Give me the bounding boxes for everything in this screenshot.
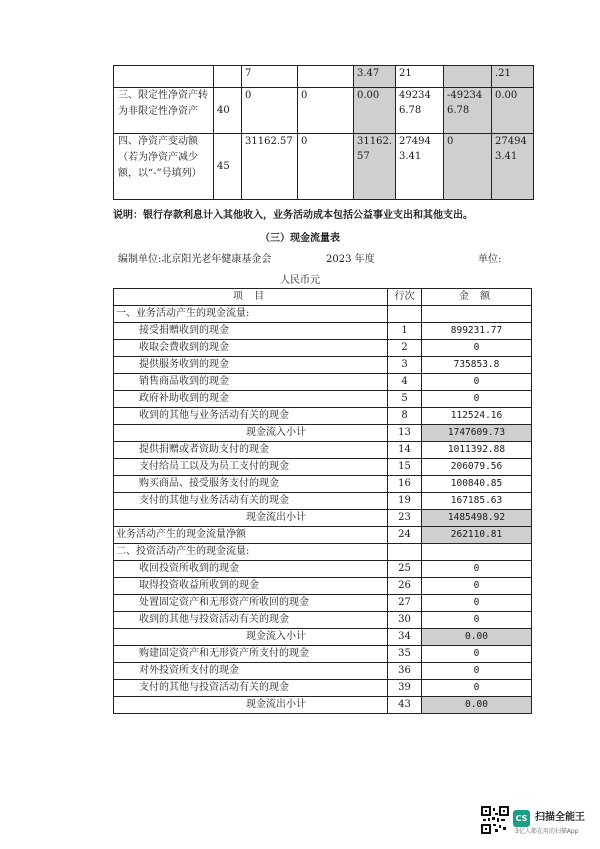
row-label: 现金流出小计 (114, 697, 388, 714)
row-label: 购建固定资产和无形资产所支付的现金 (114, 646, 388, 663)
row-number: 26 (388, 578, 422, 595)
cell-value: 0 (444, 134, 492, 200)
cell-value: 0 (242, 88, 298, 134)
table-row (114, 527, 532, 544)
row-amount: 167185.63 (422, 493, 532, 510)
table-row (114, 680, 532, 697)
row-number: 40 (214, 88, 242, 134)
cell-value: 0 (298, 134, 354, 200)
row-amount: 0 (422, 646, 532, 663)
row-number (388, 544, 422, 561)
row-number: 25 (388, 561, 422, 578)
row-amount: 206079.56 (422, 459, 532, 476)
row-amount: 0 (422, 595, 532, 612)
table-row (114, 493, 532, 510)
qr-code-icon (481, 806, 509, 834)
table-row (114, 663, 532, 680)
row-number: 19 (388, 493, 422, 510)
row-number: 8 (388, 408, 422, 425)
row-label: 销售商品收到的现金 (114, 374, 388, 391)
cell-value: 274943.41 (492, 134, 534, 200)
table-row (114, 88, 534, 134)
table-row (114, 66, 534, 88)
row-label: 政府补助收到的现金 (114, 391, 388, 408)
row-amount: 1011392.88 (422, 442, 532, 459)
table-row (114, 476, 532, 493)
row-label: 提供服务收到的现金 (114, 357, 388, 374)
table-row (114, 646, 532, 663)
cell-value: 3.47 (354, 66, 396, 88)
row-label: 处置固定资产和无形资产所收回的现金 (114, 595, 388, 612)
cash-flow-table (113, 288, 532, 714)
row-number: 2 (388, 340, 422, 357)
row-amount: 0 (422, 578, 532, 595)
fiscal-year: 2023 年度 (326, 254, 375, 265)
row-label: 三、限定性净资产转为非限定性净资产 (114, 88, 214, 134)
app-slogan: 3亿人都在用的扫描App (515, 828, 579, 835)
row-amount (422, 306, 532, 323)
table-row (114, 374, 532, 391)
table-row (114, 340, 532, 357)
cell-value (444, 66, 492, 88)
row-label: 接受捐赠收到的现金 (114, 323, 388, 340)
header-row-no: 行次 (388, 289, 422, 306)
cash-flow-body (114, 306, 532, 714)
row-number: 16 (388, 476, 422, 493)
row-label: 收到的其他与业务活动有关的现金 (114, 408, 388, 425)
row-amount: 735853.8 (422, 357, 532, 374)
table-row (114, 595, 532, 612)
row-label: 二、投资活动产生的现金流量: (114, 544, 388, 561)
row-label: 购买商品、接受服务支付的现金 (114, 476, 388, 493)
cell-value: 0.00 (354, 88, 396, 134)
row-label: 收回投资所收到的现金 (114, 561, 388, 578)
row-amount: 112524.16 (422, 408, 532, 425)
row-amount: 262110.81 (422, 527, 532, 544)
row-number: 36 (388, 663, 422, 680)
cell-value: 21 (396, 66, 444, 88)
cash-flow-title: （三）现金流量表 (260, 233, 340, 244)
cell-value: -492346.78 (444, 88, 492, 134)
row-label (114, 66, 214, 88)
row-amount: 0 (422, 663, 532, 680)
row-number (388, 306, 422, 323)
row-number: 34 (388, 629, 422, 646)
row-amount: 899231.77 (422, 323, 532, 340)
table-row (114, 306, 532, 323)
table-note: 说明：银行存款利息计入其他收入，业务活动成本包括公益事业支出和其他支出。 (113, 210, 473, 221)
table-header-row (114, 289, 532, 306)
table-row (114, 629, 532, 646)
cell-value (298, 66, 354, 88)
table-row (114, 425, 532, 442)
row-label: 支付的其他与业务活动有关的现金 (114, 493, 388, 510)
row-label: 现金流入小计 (114, 425, 388, 442)
row-label: 收取会费收到的现金 (114, 340, 388, 357)
cell-value: .21 (492, 66, 534, 88)
row-number (214, 66, 242, 88)
header-amount: 金 额 (422, 289, 532, 306)
table-row (114, 561, 532, 578)
row-number: 1 (388, 323, 422, 340)
header-item: 项 目 (114, 289, 388, 306)
row-label: 提供捐赠或者资助支付的现金 (114, 442, 388, 459)
row-number: 30 (388, 612, 422, 629)
row-label: 现金流入小计 (114, 629, 388, 646)
row-label: 业务活动产生的现金流量净额 (114, 527, 388, 544)
row-amount: 0 (422, 391, 532, 408)
row-number: 14 (388, 442, 422, 459)
table-row (114, 612, 532, 629)
row-label: 一、业务活动产生的现金流量: (114, 306, 388, 323)
app-name: 扫描全能王 (535, 812, 585, 823)
cell-value: 274943.41 (396, 134, 444, 200)
row-label: 支付给员工以及为员工支付的现金 (114, 459, 388, 476)
row-label: 支付的其他与投资活动有关的现金 (114, 680, 388, 697)
row-number: 35 (388, 646, 422, 663)
row-number: 45 (214, 134, 242, 200)
table-row (114, 510, 532, 527)
unit-label: 单位: (478, 254, 502, 265)
row-amount: 1485498.92 (422, 510, 532, 527)
cell-value: 0 (298, 88, 354, 134)
row-amount: 0 (422, 680, 532, 697)
row-amount: 0 (422, 374, 532, 391)
row-number: 13 (388, 425, 422, 442)
table-row (114, 697, 532, 714)
row-amount: 100840.85 (422, 476, 532, 493)
currency-label: 人民币元 (280, 275, 320, 286)
row-amount: 0 (422, 612, 532, 629)
row-number: 15 (388, 459, 422, 476)
row-number: 23 (388, 510, 422, 527)
net-assets-table-fragment (113, 65, 534, 200)
row-label: 收到的其他与投资活动有关的现金 (114, 612, 388, 629)
row-number: 4 (388, 374, 422, 391)
table-row (114, 578, 532, 595)
row-number: 39 (388, 680, 422, 697)
cell-value: 0.00 (492, 88, 534, 134)
cell-value: 31162.57 (242, 134, 298, 200)
row-label: 四、净资产变动额（若为净资产减少额，以“-”号填列） (114, 134, 214, 200)
row-amount: 0.00 (422, 697, 532, 714)
table-row (114, 459, 532, 476)
cell-value: 7 (242, 66, 298, 88)
row-number: 3 (388, 357, 422, 374)
table-row (114, 391, 532, 408)
row-number: 43 (388, 697, 422, 714)
row-number: 27 (388, 595, 422, 612)
table-row (114, 408, 532, 425)
table-row (114, 442, 532, 459)
row-amount: 1747609.73 (422, 425, 532, 442)
preparer-org: 编制单位:北京阳光老年健康基金会 (118, 254, 272, 265)
row-label: 对外投资所支付的现金 (114, 663, 388, 680)
camscanner-logo-icon: CS (513, 810, 530, 827)
row-amount: 0 (422, 340, 532, 357)
row-amount (422, 544, 532, 561)
table-row (114, 134, 534, 200)
row-number: 5 (388, 391, 422, 408)
row-label: 现金流出小计 (114, 510, 388, 527)
row-amount: 0.00 (422, 629, 532, 646)
row-number: 24 (388, 527, 422, 544)
row-label: 取得投资收益所收到的现金 (114, 578, 388, 595)
table-row (114, 357, 532, 374)
table-row (114, 544, 532, 561)
cell-value: 31162.57 (354, 134, 396, 200)
table-row (114, 323, 532, 340)
cell-value: 492346.78 (396, 88, 444, 134)
row-amount: 0 (422, 561, 532, 578)
